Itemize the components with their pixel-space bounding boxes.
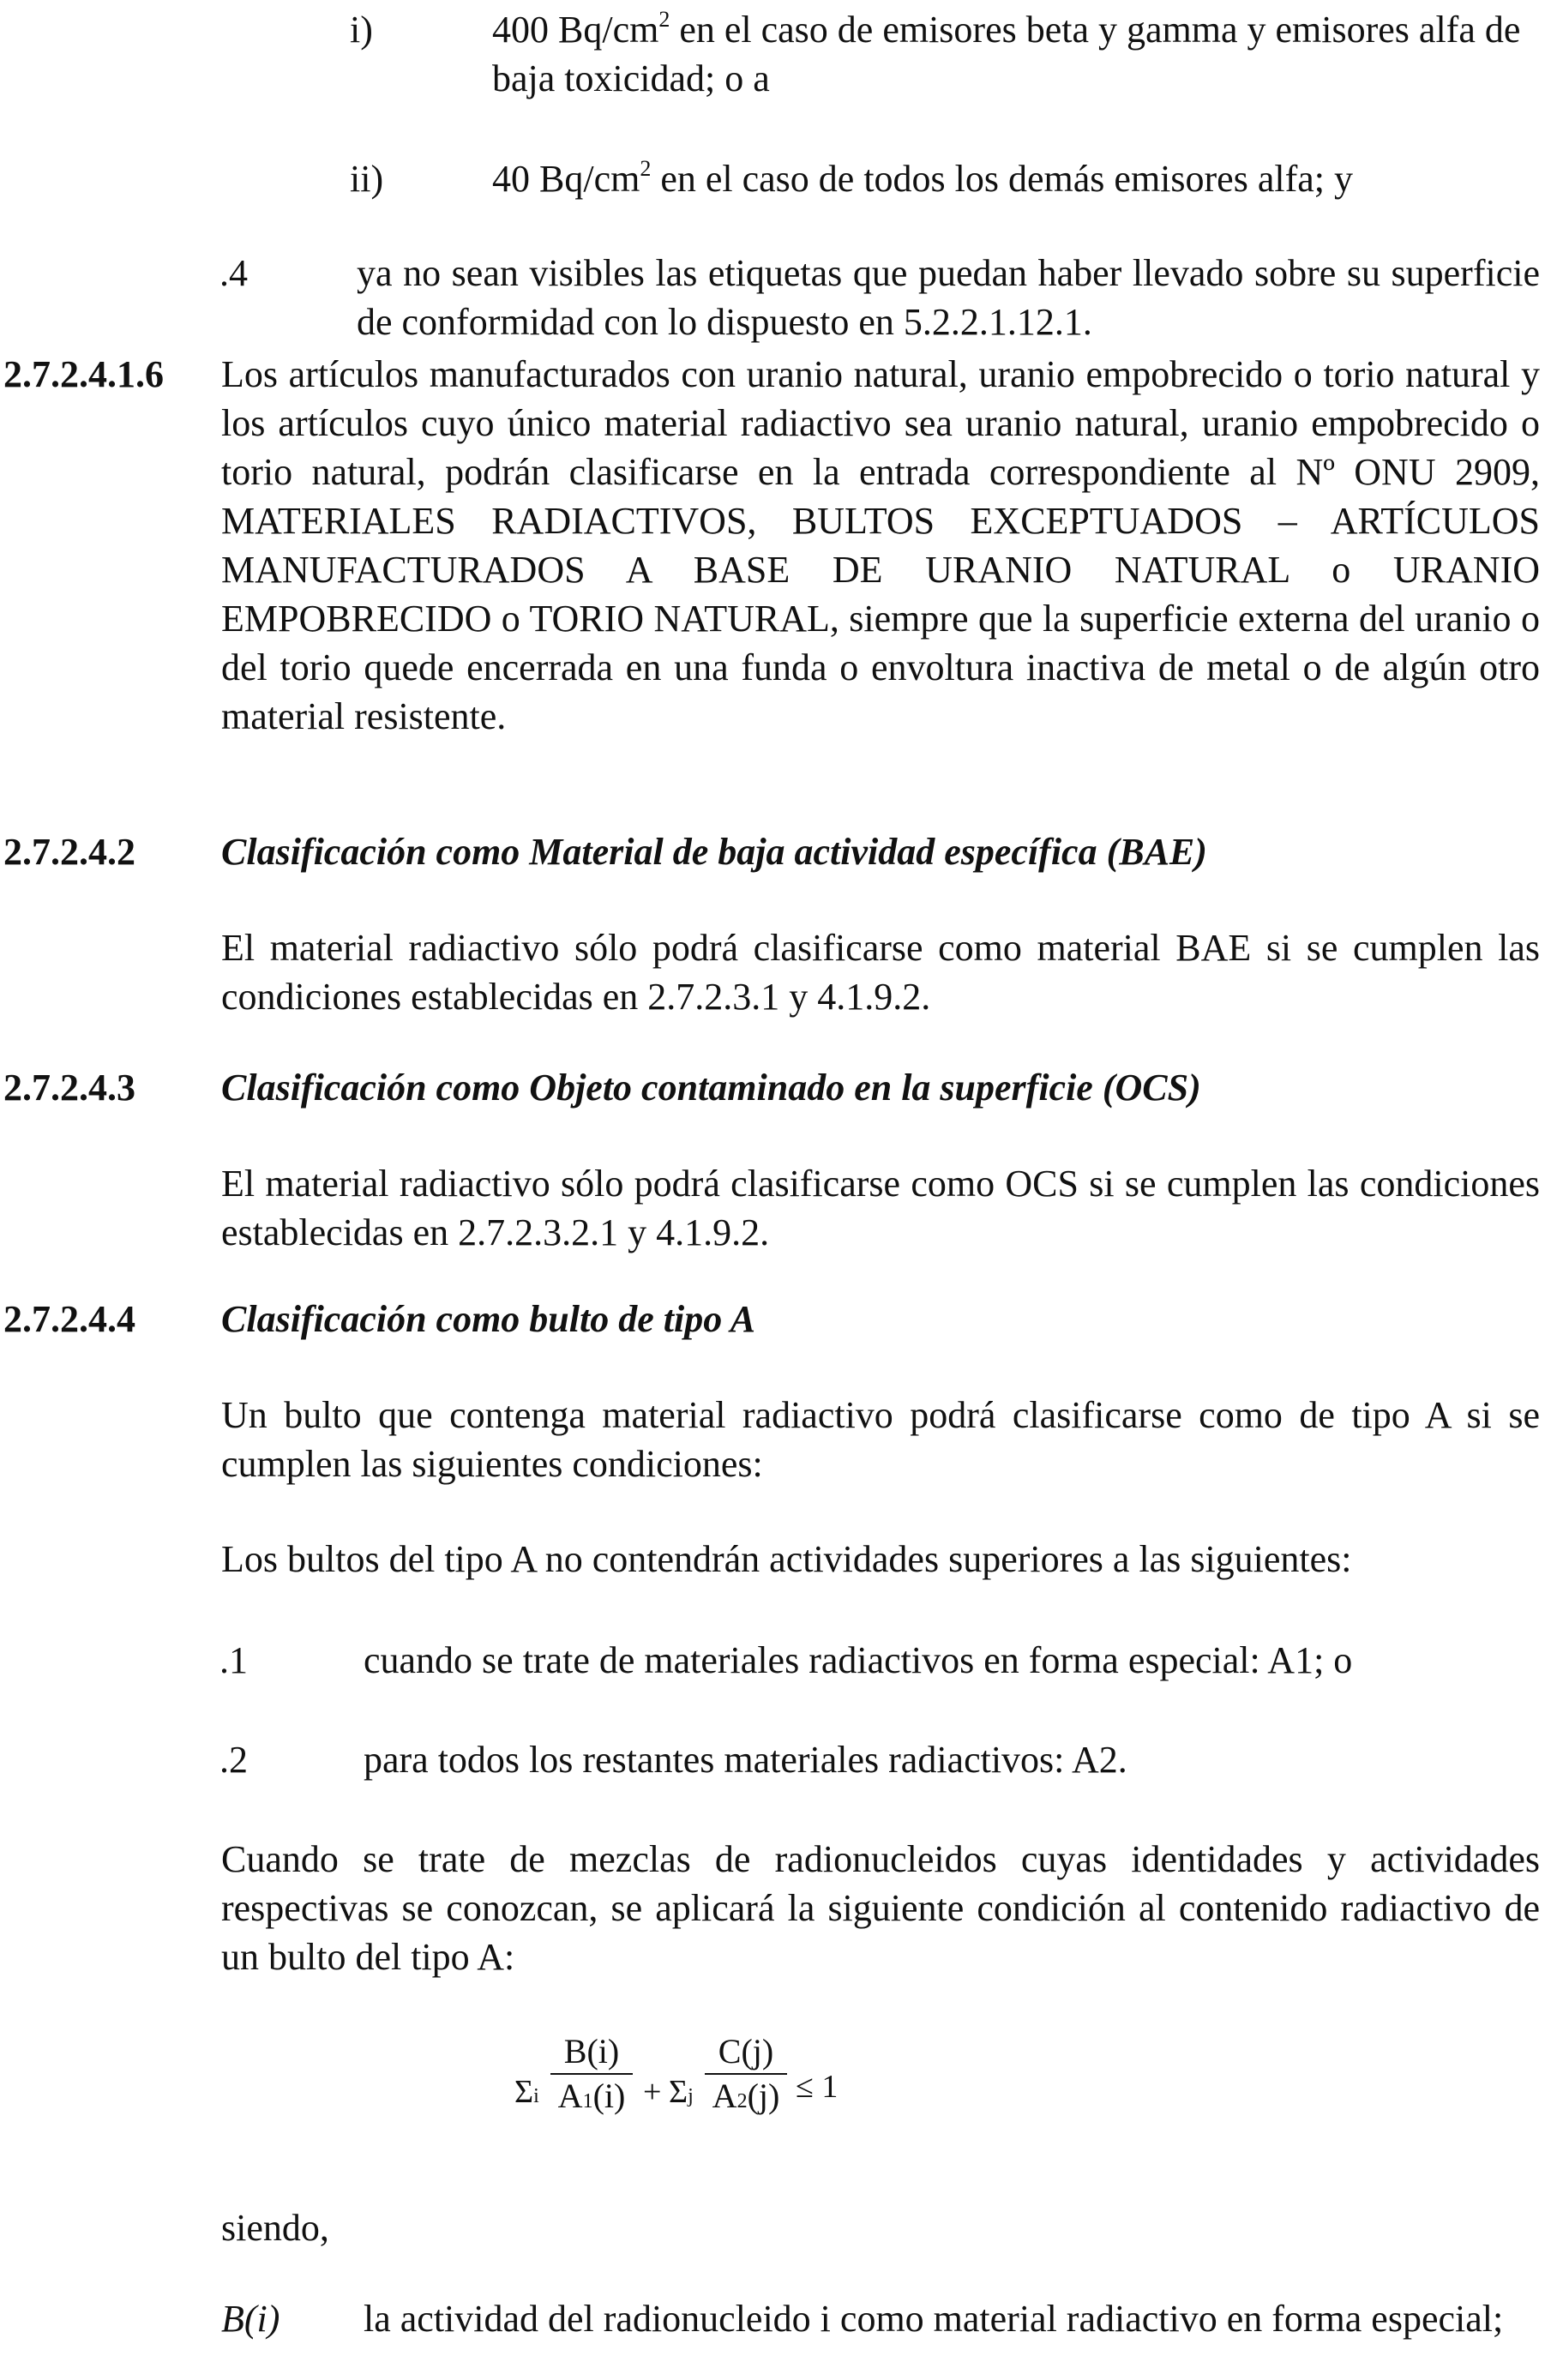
superscript: 2 xyxy=(640,156,652,182)
sum-symbol-i xyxy=(514,2068,539,2121)
fraction-b-over-a1 xyxy=(550,2032,633,2121)
section-paragraph: Los bultos del tipo A no contendrán actividades superiores a las siguientes: xyxy=(221,1538,1352,1580)
list-text xyxy=(492,5,1547,103)
denominator-subscript: 1 xyxy=(582,2090,593,2113)
denominator-argument: (i) xyxy=(592,2076,626,2115)
plus-sign: + xyxy=(643,2074,662,2110)
less-equal-one: ≤ 1 xyxy=(796,2069,839,2105)
section-text: El material radiactivo sólo podrá clasificarse como material BAE si se cumplen las condiciones establecidas en 2.7.2.3.1 y 4.1.9.2. xyxy=(221,927,1540,1018)
fraction-bar xyxy=(705,2073,787,2075)
fraction-c-over-a2 xyxy=(705,2032,787,2121)
list-text xyxy=(492,154,1547,203)
text-part: en el caso de emisores beta y gamma y emisores alfa de baja toxicidad; o a xyxy=(492,9,1521,99)
numerator: B(i) xyxy=(563,2032,620,2070)
section-paragraph: Cuando se trate de mezclas de radionucleidos cuyas identidades y actividades respectivas se conozcan, se aplicará la siguiente condición al contenido radiactivo de un bulto del tipo A: xyxy=(221,1838,1540,1978)
sigma: Σ xyxy=(669,2074,688,2110)
siendo-label: siendo, xyxy=(221,2207,329,2249)
list-marker: .4 xyxy=(219,252,248,294)
section-heading: Clasificación como bulto de tipo A xyxy=(221,1298,755,1340)
denominator xyxy=(705,2076,787,2121)
numerator: C(j) xyxy=(718,2032,774,2070)
list-marker: ii) xyxy=(350,158,384,200)
definition-term: B(i) xyxy=(221,2298,280,2340)
section-heading: Clasificación como Material de baja actividad específica (BAE) xyxy=(221,831,1207,873)
section-number: 2.7.2.4.1.6 xyxy=(3,353,164,395)
list-marker: .1 xyxy=(219,1639,248,1681)
subscript-j: j xyxy=(688,2085,694,2107)
list-text: ya no sean visibles las etiquetas que puedan haber llevado sobre su superficie de conformidad con lo dispuesto en 5.2.2.1.12.1. xyxy=(357,252,1540,343)
text-part: 400 Bq/cm xyxy=(492,9,659,51)
denominator-argument: (j) xyxy=(747,2076,780,2115)
denominator xyxy=(550,2076,633,2121)
section-number: 2.7.2.4.3 xyxy=(3,1067,135,1109)
sigma: Σ xyxy=(514,2074,534,2110)
text-part: en el caso de todos los demás emisores alfa; y xyxy=(651,158,1353,200)
section-number: 2.7.2.4.2 xyxy=(3,831,135,873)
list-marker: .2 xyxy=(219,1739,248,1781)
sum-symbol-j xyxy=(669,2068,694,2121)
section-paragraph: Un bulto que contenga material radiactivo podrá clasificarse como de tipo A si se cumplen las siguientes condiciones: xyxy=(221,1394,1540,1485)
text-part: 40 Bq/cm xyxy=(492,158,640,200)
section-heading: Clasificación como Objeto contaminado en la superficie (OCS) xyxy=(221,1067,1201,1109)
list-marker: i) xyxy=(350,9,373,51)
definition-text: la actividad del radionucleido i como material radiactivo en forma especial; xyxy=(364,2298,1504,2340)
section-text: Los artículos manufacturados con uranio natural, uranio empobrecido o torio natural y los artículos cuyo único material radiactivo sea uranio natural, uranio empobrecido o torio natural, podrán clasificarse en la entrada correspondiente al Nº ONU 2909, MATERIALES RADIACTIVOS, BULTOS EXCEPTUADOS – ARTÍCULOS MANUFACTURADOS A BASE DE URANIO NATURAL o URANIO EMPOBRECIDO o TORIO NATURAL, siempre que la superficie externa del uranio o del torio quede encerrada en una funda o envoltura inactiva de metal o de algún otro material resistente. xyxy=(221,353,1540,737)
fraction-bar xyxy=(550,2073,633,2075)
section-text: El material radiactivo sólo podrá clasificarse como OCS si se cumplen las condiciones establecidas en 2.7.2.3.2.1 y 4.1.9.2. xyxy=(221,1163,1540,1253)
activity-formula xyxy=(514,2032,943,2143)
subscript-i: i xyxy=(533,2085,539,2107)
list-text: para todos los restantes materiales radiactivos: A2. xyxy=(364,1739,1127,1781)
denominator-symbol: A xyxy=(712,2076,737,2115)
denominator-symbol: A xyxy=(557,2076,583,2115)
section-number: 2.7.2.4.4 xyxy=(3,1298,135,1340)
superscript: 2 xyxy=(658,7,670,33)
list-text: cuando se trate de materiales radiactivos en forma especial: A1; o xyxy=(364,1639,1353,1681)
denominator-subscript: 2 xyxy=(736,2090,748,2113)
